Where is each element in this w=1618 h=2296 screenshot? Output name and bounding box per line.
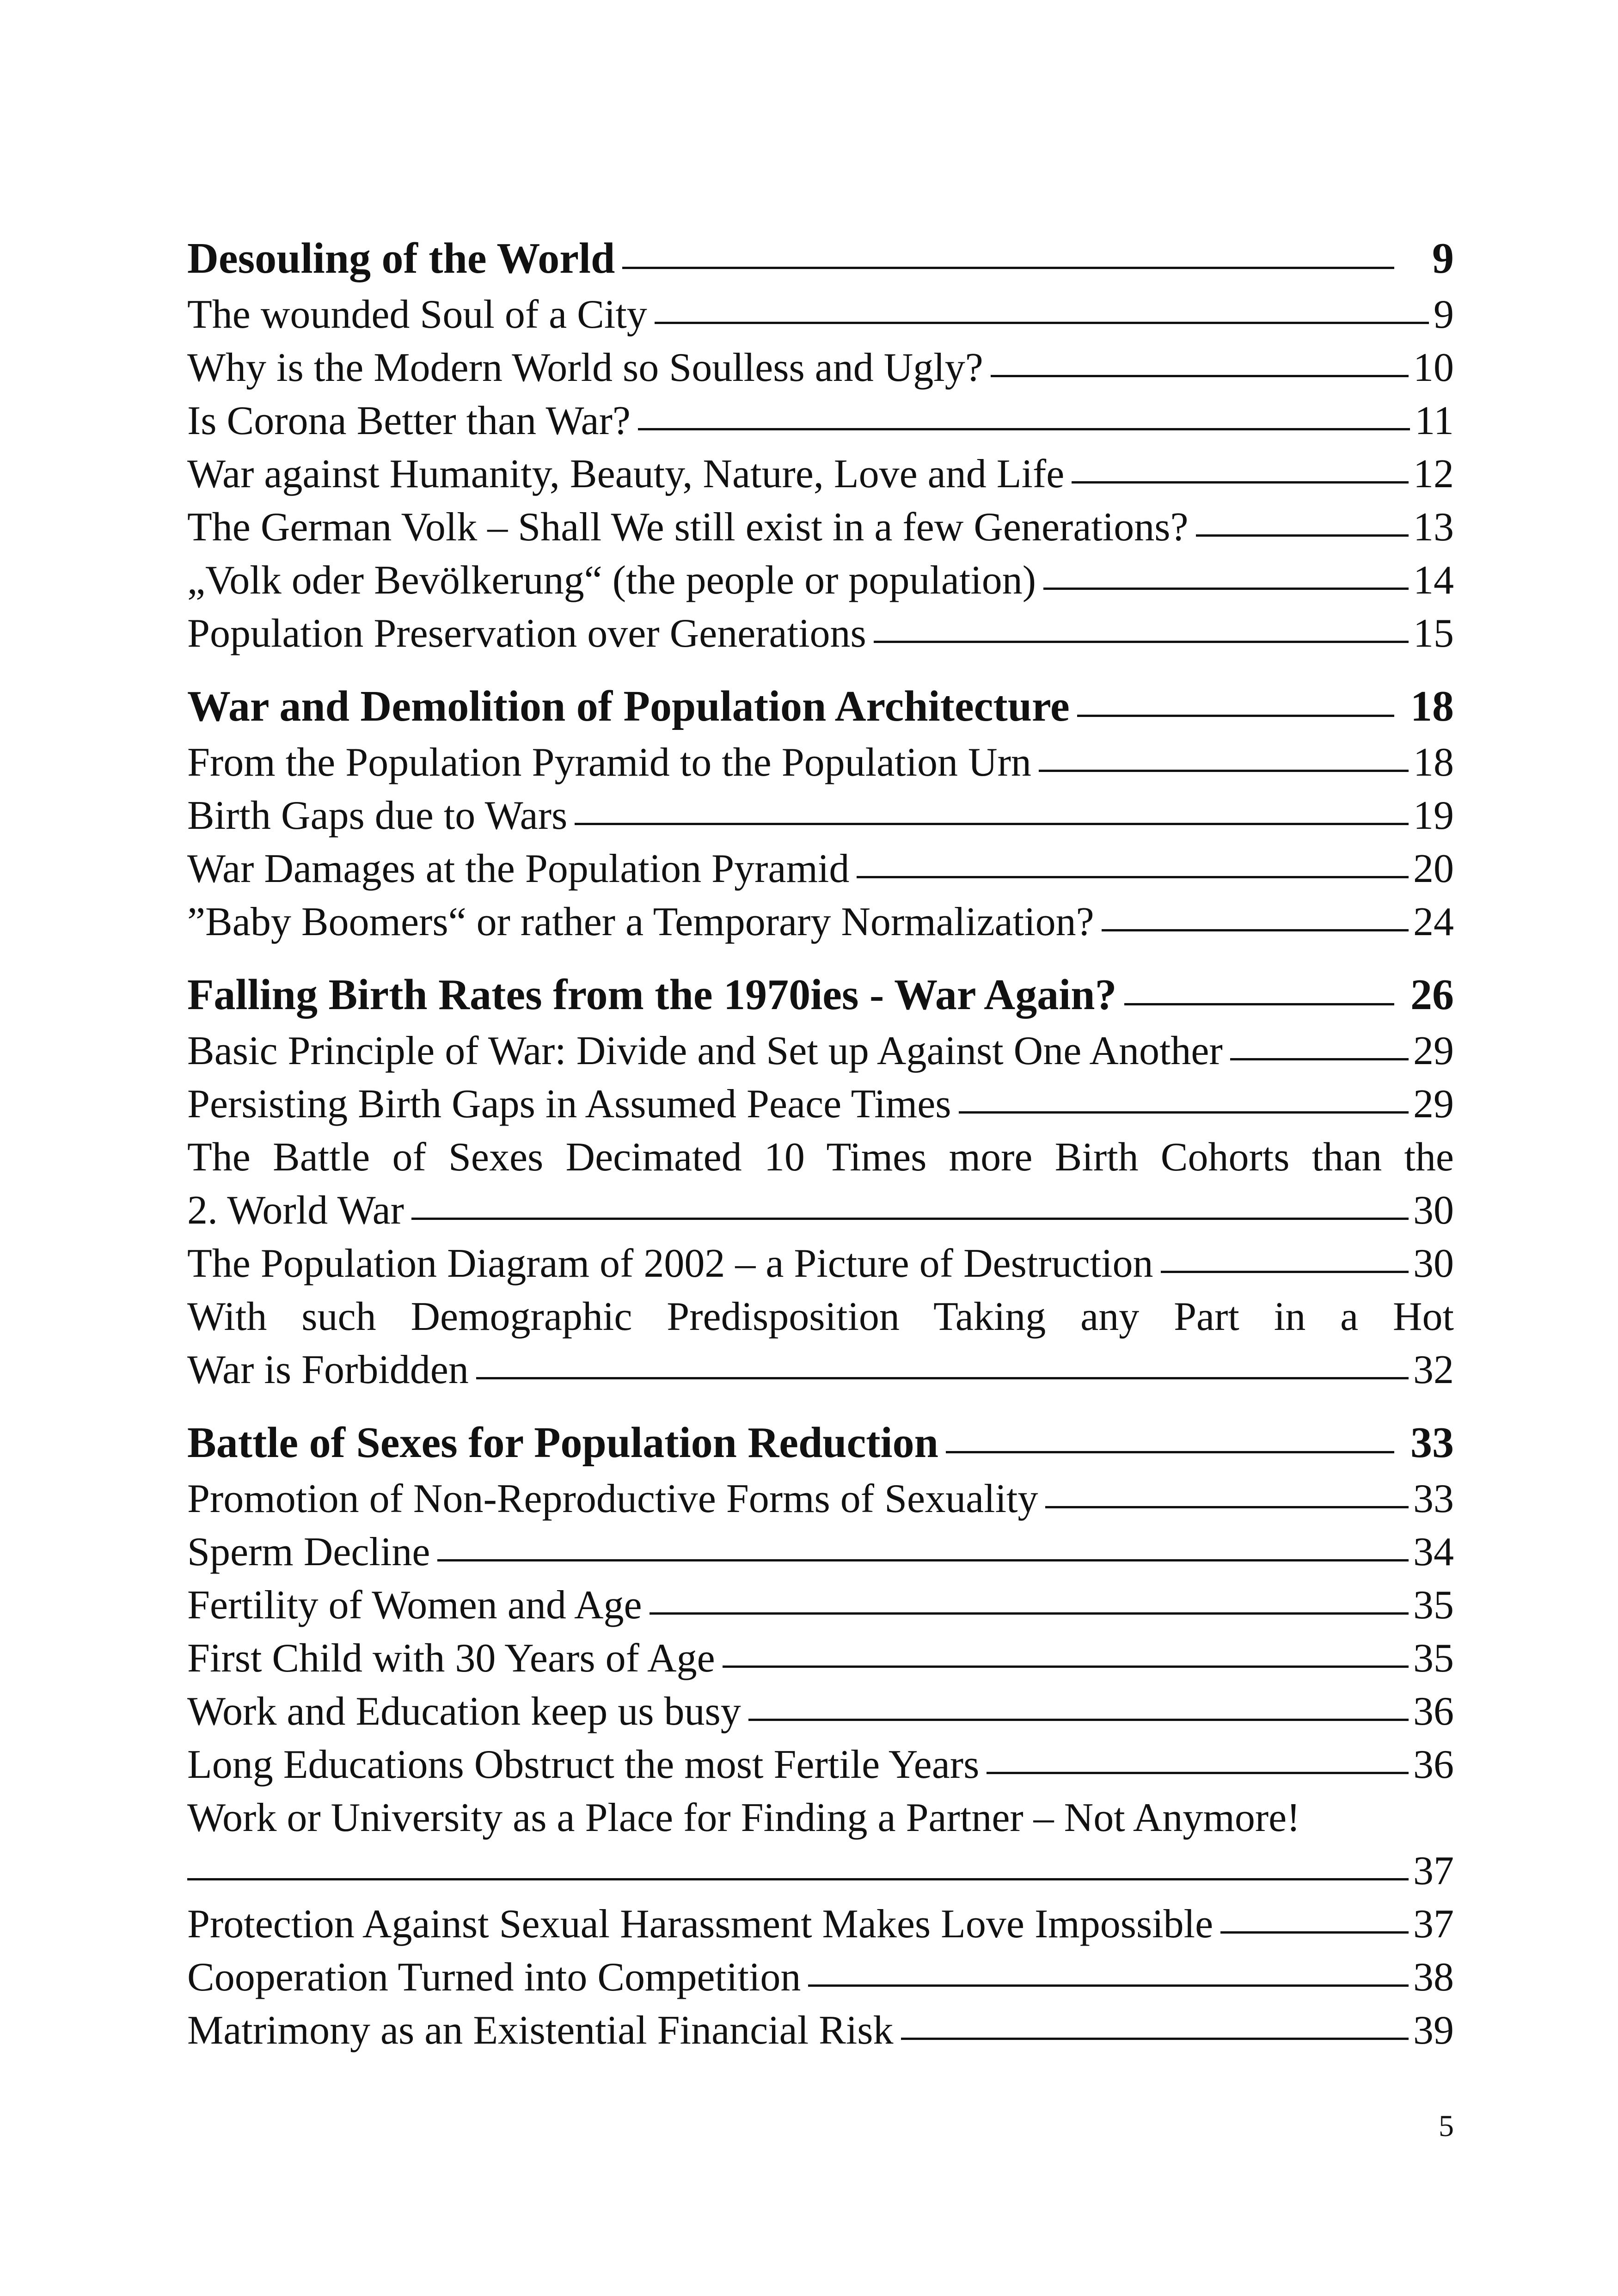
toc-heading-title: Battle of Sexes for Population Reduction — [187, 1419, 938, 1467]
toc-entry[interactable] — [187, 1237, 1454, 1290]
toc-entry-title-line2: War is Forbidden — [187, 1347, 469, 1392]
toc-heading[interactable] — [187, 1413, 1454, 1472]
toc-entry-title-line1: Work or University as a Place for Finding a Partner – Not Anymore! — [187, 1795, 1300, 1840]
toc-entry-page: 29 — [1413, 1082, 1454, 1127]
toc-entry-page: 35 — [1413, 1636, 1454, 1681]
toc-entry-page: 15 — [1413, 611, 1454, 656]
toc-entry[interactable] — [187, 1024, 1454, 1078]
toc-entry[interactable] — [187, 607, 1454, 660]
toc-entry[interactable] — [187, 1525, 1454, 1579]
dot-leader — [411, 1218, 1409, 1220]
dot-leader — [650, 1612, 1409, 1615]
toc-entry[interactable] — [187, 1078, 1454, 1131]
toc-entry-page: 39 — [1413, 2008, 1454, 2053]
toc-heading-page: 26 — [1410, 971, 1454, 1019]
toc-entry-line2 — [187, 1184, 1454, 1237]
toc-entry-page: 11 — [1415, 398, 1454, 443]
toc-entry[interactable] — [187, 895, 1454, 949]
toc-entry[interactable] — [187, 1738, 1454, 1791]
toc-entry-title: From the Population Pyramid to the Population Urn — [187, 740, 1031, 785]
toc-entry-title: Persisting Birth Gaps in Assumed Peace Times — [187, 1082, 951, 1127]
toc-entry-page: 30 — [1413, 1241, 1454, 1286]
toc-entry-page: 37 — [1413, 1902, 1454, 1947]
dot-leader — [622, 267, 1394, 269]
toc-entry-title: Is Corona Better than War? — [187, 398, 631, 443]
toc-entry[interactable] — [187, 288, 1454, 341]
dot-leader — [575, 823, 1409, 825]
toc-entry[interactable] — [187, 1898, 1454, 1951]
dot-leader — [748, 1719, 1409, 1721]
toc-entry-page: 10 — [1413, 345, 1454, 390]
toc-entry[interactable] — [187, 1579, 1454, 1632]
dot-leader — [1045, 1506, 1409, 1508]
toc-entry-title: Matrimony as an Existential Financial Risk — [187, 2008, 894, 2053]
dot-leader — [1161, 1271, 1409, 1273]
toc-entry-page: 14 — [1413, 558, 1454, 603]
toc-entry[interactable] — [187, 341, 1454, 394]
toc-heading[interactable] — [187, 965, 1454, 1024]
toc-entry-line2 — [187, 1343, 1454, 1396]
dot-leader — [959, 1111, 1409, 1114]
dot-leader — [476, 1377, 1409, 1379]
toc-entry-title: Sperm Decline — [187, 1530, 430, 1574]
toc-entry-title-line1: With such Demographic Predisposition Taking any Part in a Hot — [187, 1294, 1454, 1339]
toc-entry-page: 33 — [1413, 1476, 1454, 1521]
table-of-contents — [187, 229, 1454, 2057]
toc-entry-title: The Population Diagram of 2002 – a Picture of Destruction — [187, 1241, 1153, 1286]
toc-entry[interactable] — [187, 789, 1454, 842]
dot-leader — [1039, 770, 1409, 772]
toc-entry[interactable] — [187, 1131, 1454, 1237]
toc-entry[interactable] — [187, 1290, 1454, 1396]
toc-entry[interactable] — [187, 447, 1454, 501]
toc-heading[interactable] — [187, 677, 1454, 736]
toc-entry-page: 9 — [1434, 292, 1454, 337]
toc-heading-page: 18 — [1410, 682, 1454, 730]
toc-entry[interactable] — [187, 554, 1454, 607]
toc-entry-page: 36 — [1413, 1742, 1454, 1787]
toc-entry-title: First Child with 30 Years of Age — [187, 1636, 715, 1681]
dot-leader — [1230, 1058, 1409, 1060]
dot-leader — [437, 1559, 1409, 1561]
toc-entry-title: Work and Education keep us busy — [187, 1689, 741, 1734]
dot-leader — [1124, 1003, 1394, 1005]
dot-leader — [1220, 1931, 1409, 1934]
dot-leader — [946, 1451, 1394, 1453]
dot-leader — [857, 876, 1409, 878]
toc-heading-page: 33 — [1410, 1419, 1454, 1467]
toc-entry[interactable] — [187, 1791, 1454, 1898]
toc-entry-page: 13 — [1413, 505, 1454, 550]
toc-entry-title: Basic Principle of War: Divide and Set up Against One Another — [187, 1029, 1223, 1073]
dot-leader — [874, 641, 1409, 643]
toc-entry-title: The German Volk – Shall We still exist in a few Generations? — [187, 505, 1189, 550]
toc-section — [187, 229, 1454, 660]
toc-entry-title-line2: 2. World War — [187, 1188, 404, 1233]
toc-entry-page: 30 — [1413, 1188, 1454, 1233]
toc-entry-title: Long Educations Obstruct the most Fertile Years — [187, 1742, 980, 1787]
toc-entry-page: 18 — [1413, 740, 1454, 785]
toc-entry-title: The wounded Soul of a City — [187, 292, 647, 337]
toc-section — [187, 965, 1454, 1396]
toc-entry-page: 38 — [1413, 1955, 1454, 2000]
dot-leader — [1196, 534, 1409, 537]
toc-entry[interactable] — [187, 501, 1454, 554]
toc-entry-title: Protection Against Sexual Harassment Makes Love Impossible — [187, 1902, 1214, 1947]
toc-entry-title: Fertility of Women and Age — [187, 1583, 642, 1628]
toc-entry[interactable] — [187, 1685, 1454, 1738]
toc-heading-title: Desouling of the World — [187, 234, 615, 282]
toc-entry-page: 24 — [1413, 900, 1454, 944]
toc-entry-page: 35 — [1413, 1583, 1454, 1628]
dot-leader — [987, 1772, 1409, 1774]
toc-heading-page: 9 — [1432, 234, 1454, 282]
dot-leader — [655, 322, 1429, 324]
dot-leader — [1102, 929, 1409, 931]
dot-leader — [991, 375, 1409, 377]
dot-leader — [723, 1665, 1409, 1668]
toc-entry-title: Cooperation Turned into Competition — [187, 1955, 801, 2000]
dot-leader — [1072, 481, 1409, 484]
toc-entry-title: Promotion of Non-Reproductive Forms of Sexuality — [187, 1476, 1038, 1521]
toc-heading-title: War and Demolition of Population Architecture — [187, 682, 1070, 730]
toc-entry-page: 36 — [1413, 1689, 1454, 1734]
toc-entry-line2 — [187, 1844, 1454, 1898]
dot-leader — [808, 1984, 1409, 1987]
toc-entry-title-line1: The Battle of Sexes Decimated 10 Times more Birth Cohorts than the — [187, 1135, 1454, 1180]
toc-entry-page: 12 — [1413, 452, 1454, 496]
toc-entry-page: 20 — [1413, 846, 1454, 891]
toc-entry[interactable] — [187, 736, 1454, 789]
toc-entry[interactable] — [187, 842, 1454, 895]
dot-leader — [638, 428, 1410, 430]
toc-section — [187, 1413, 1454, 2057]
dot-leader — [1043, 588, 1409, 590]
toc-entry-title: War against Humanity, Beauty, Nature, Love and Life — [187, 452, 1065, 496]
toc-entry-page: 29 — [1413, 1029, 1454, 1073]
toc-entry[interactable] — [187, 1951, 1454, 2004]
toc-section — [187, 677, 1454, 949]
dot-leader — [187, 1878, 1409, 1880]
toc-entry-title: ”Baby Boomers“ or rather a Temporary Normalization? — [187, 900, 1094, 944]
dot-leader — [1077, 715, 1394, 717]
toc-entry-title: Why is the Modern World so Soulless and Ugly? — [187, 345, 983, 390]
toc-entry-title: „Volk oder Bevölkerung“ (the people or population) — [187, 558, 1036, 603]
toc-entry-title: Population Preservation over Generations — [187, 611, 866, 656]
toc-entry[interactable] — [187, 1632, 1454, 1685]
toc-heading[interactable] — [187, 229, 1454, 288]
toc-entry-page: 19 — [1413, 793, 1454, 838]
dot-leader — [901, 2038, 1409, 2040]
toc-entry-title: Birth Gaps due to Wars — [187, 793, 568, 838]
page-number: 5 — [1439, 2109, 1454, 2143]
toc-entry-page: 37 — [1413, 1849, 1454, 1893]
toc-heading-title: Falling Birth Rates from the 1970ies - War Again? — [187, 971, 1117, 1019]
toc-entry[interactable] — [187, 394, 1454, 447]
toc-entry-page: 34 — [1413, 1530, 1454, 1574]
toc-entry-title: War Damages at the Population Pyramid — [187, 846, 850, 891]
toc-entry[interactable] — [187, 2004, 1454, 2057]
toc-entry-page: 32 — [1413, 1347, 1454, 1392]
toc-entry[interactable] — [187, 1472, 1454, 1525]
